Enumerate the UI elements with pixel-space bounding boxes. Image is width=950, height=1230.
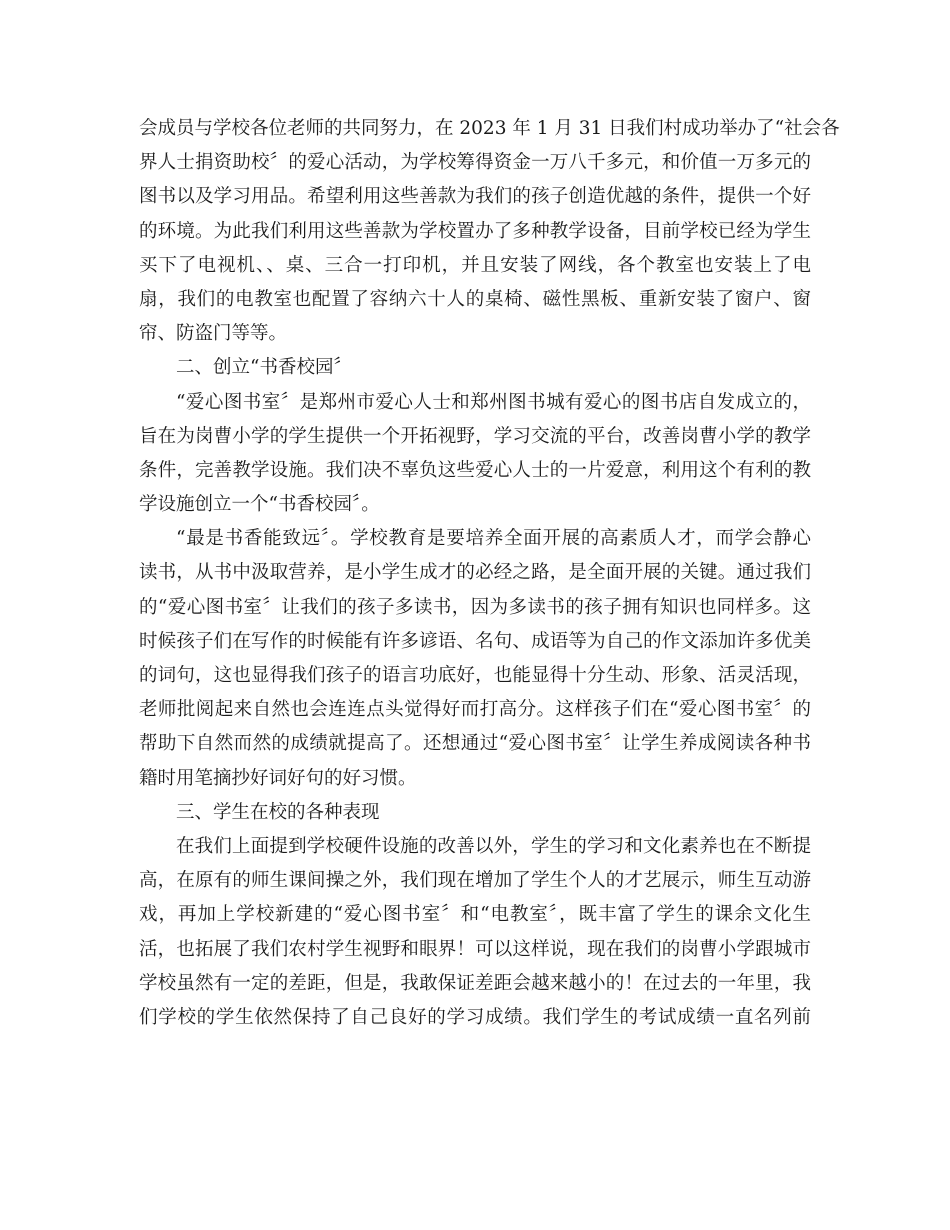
text-line: 买下了电视机、、桌、三合一打印机，并且安装了网线，各个教室也安装上了电 bbox=[139, 254, 811, 276]
text-line: 的词句，这也显得我们孩子的语言功底好，也能显得十分生动、形象、活灵活现， bbox=[139, 665, 811, 686]
document-body bbox=[139, 112, 840, 1035]
text-line: 旨在为岗曹小学的学生提供一个开拓视野，学习交流的平台，改善岗曹小学的教学 bbox=[139, 425, 811, 447]
text-line: 读书，从书中汲取营养，是小学生成才的必经之路，是全面开展的关键。通过我们 bbox=[139, 562, 811, 584]
text-line: “最是书香能致远〞。学校教育是要培养全面开展的高素质人才，而学会静心 bbox=[176, 528, 811, 550]
text-line: 们学校的学生依然保持了自己良好的学习成绩。我们学生的考试成绩一直名列前 bbox=[139, 1006, 811, 1028]
text-line: 帮助下自然而然的成绩就提高了。还想通过“爱心图书室〞让学生养成阅读各种书 bbox=[139, 733, 811, 755]
text-line: 界人士捐资助校〞的爱心活动，为学校筹得资金一万八千多元，和价值一万多元的 bbox=[139, 152, 811, 174]
text-line: 在我们上面提到学校硬件设施的改善以外，学生的学习和文化素养也在不断提 bbox=[176, 835, 811, 857]
text-line: 条件，完善教学设施。我们决不辜负这些爱心人士的一片爱意，利用这个有利的教 bbox=[139, 459, 811, 481]
paragraph-1 bbox=[139, 112, 840, 351]
text-line: 时候孩子们在写作的时候能有许多谚语、名句、成语等为自己的作文添加许多优美 bbox=[139, 630, 811, 652]
section-heading-3: 三、学生在校的各种表现 bbox=[176, 801, 380, 823]
text-line: 活，也拓展了我们农村学生视野和眼界！可以这样说，现在我们的岗曹小学跟城市 bbox=[139, 938, 811, 960]
section-heading-2: 二、创立“书香校园〞 bbox=[176, 357, 352, 379]
paragraph-4 bbox=[139, 830, 811, 1035]
text-line: 戏，再加上学校新建的“爱心图书室〞和“电教室〞，既丰富了学生的课余文化生 bbox=[139, 904, 811, 926]
text-line: 扇，我们的电教室也配置了容纳六十人的桌椅、磁性黑板、重新安装了窗户、窗 bbox=[139, 288, 811, 310]
text-line: “爱心图书室〞是郑州市爱心人士和郑州图书城有爱心的图书店自发成立的， bbox=[176, 391, 811, 413]
paragraph-3 bbox=[139, 522, 811, 796]
text-line: 图书以及学习用品。希望利用这些善款为我们的孩子创造优越的条件，提供一个好 bbox=[139, 186, 811, 208]
text-line: 高，在原有的师生课间操之外，我们现在增加了学生个人的才艺展示，师生互动游 bbox=[139, 870, 811, 892]
text-line: 学校虽然有一定的差距，但是，我敢保证差距会越来越小的！在过去的一年里，我 bbox=[139, 972, 811, 994]
text-line: 的“爱心图书室〞让我们的孩子多读书，因为多读书的孩子拥有知识也同样多。这 bbox=[139, 596, 811, 618]
text-line: 帘、防盗门等等。 bbox=[139, 323, 288, 345]
text-line: 会成员与学校各位老师的共同努力，在 2023 年 1 月 31 日我们村成功举办了“社会各 bbox=[139, 118, 840, 139]
text-line: 学设施创立一个“书香校园〞。 bbox=[139, 494, 380, 516]
text-line: 老师批阅起来自然也会连连点头觉得好而打高分。这样孩子们在“爱心图书室〞的 bbox=[139, 699, 811, 721]
text-line: 籍时用笔摘抄好词好句的好习惯。 bbox=[139, 767, 417, 789]
text-line: 的环境。为此我们利用这些善款为学校置办了多种教学设备，目前学校已经为学生 bbox=[139, 220, 811, 242]
paragraph-2 bbox=[139, 386, 811, 523]
